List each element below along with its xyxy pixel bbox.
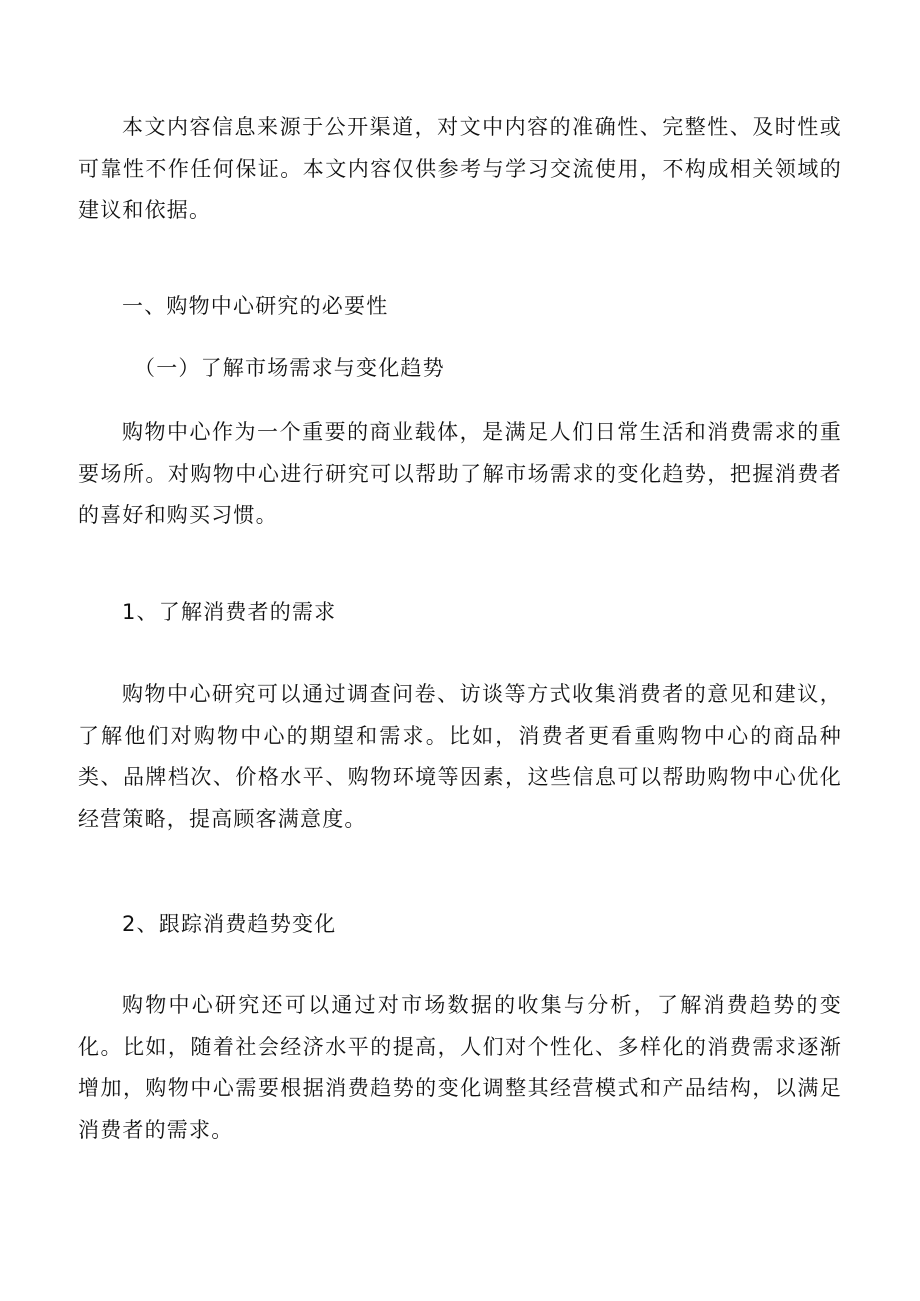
subsection-title: （一）了解市场需求与变化趋势 [134, 356, 445, 380]
subsection-paragraph: 购物中心作为一个重要的商业载体，是满足人们日常生活和消费需求的重要场所。对购物中心进行研究可以帮助了解市场需求的变化趋势，把握消费者的喜好和购买习惯。 [78, 420, 842, 527]
section-title: 一、购物中心研究的必要性 [122, 294, 389, 318]
item-1-title: 1、了解消费者的需求 [122, 600, 337, 624]
item-2-title: 2、跟踪消费趋势变化 [122, 912, 337, 936]
item-1-paragraph: 购物中心研究可以通过调查问卷、访谈等方式收集消费者的意见和建议，了解他们对购物中心的期望和需求。比如，消费者更看重购物中心的商品种类、品牌档次、价格水平、购物环境等因素，这些信息可以帮助购物中心优化经营策略，提高顾客满意度。 [78, 682, 842, 831]
item-2-paragraph: 购物中心研究还可以通过对市场数据的收集与分析，了解消费趋势的变化。比如，随着社会经济水平的提高，人们对个性化、多样化的消费需求逐渐增加，购物中心需要根据消费趋势的变化调整其经营模式和产品结构，以满足消费者的需求。 [78, 993, 842, 1142]
disclaimer-paragraph: 本文内容信息来源于公开渠道，对文中内容的准确性、完整性、及时性或可靠性不作任何保证。本文内容仅供参考与学习交流使用，不构成相关领域的建议和依据。 [78, 115, 842, 222]
